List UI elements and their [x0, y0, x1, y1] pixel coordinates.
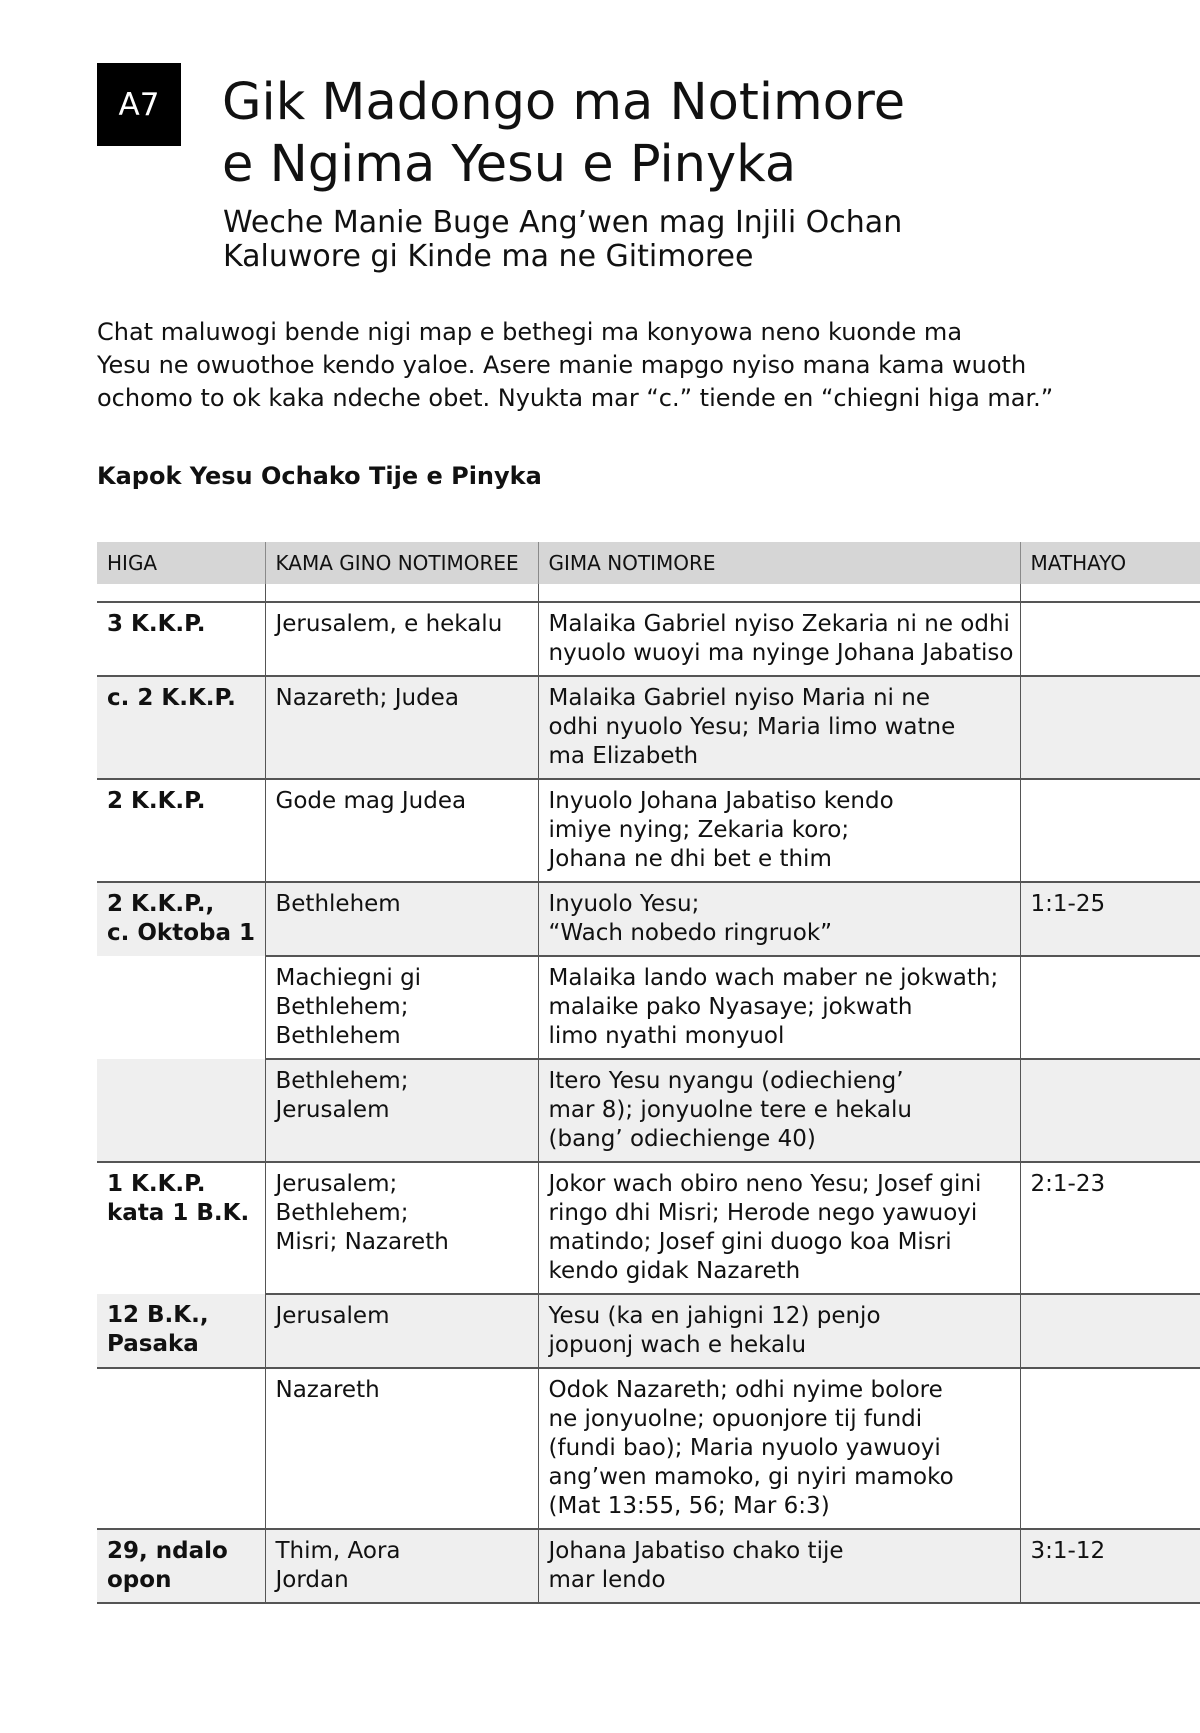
- date-cell: [97, 779, 265, 882]
- cell-line: kata 1 B.K.: [107, 1200, 250, 1226]
- cell-line: Itero Yesu nyangu (odiechieng’: [548, 1068, 904, 1094]
- table-header-row: [97, 542, 1200, 584]
- cell-line: Bethlehem: [275, 891, 401, 917]
- cell-line: ang’wen mamoko, gi nyiri mamoko: [548, 1464, 954, 1490]
- place-cell: [265, 1368, 538, 1529]
- reference-cell: [1020, 1368, 1200, 1529]
- cell-line: kendo gidak Nazareth: [548, 1258, 801, 1284]
- table-row: [97, 1059, 1200, 1162]
- cell-line: imiye nying; Zekaria koro;: [548, 817, 850, 843]
- event-cell: [538, 1294, 1020, 1368]
- intro-line: Chat maluwogi bende nigi map e bethegi ma konyowa neno kuonde ma: [97, 318, 963, 346]
- date-cell: [97, 1162, 265, 1294]
- table-row: [97, 602, 1200, 676]
- cell-line: Bethlehem;: [275, 994, 409, 1020]
- cell-line: (bang’ odiechienge 40): [548, 1126, 816, 1152]
- cell-line: Johana ne dhi bet e thim: [548, 846, 832, 872]
- cell-line: Bethlehem;: [275, 1068, 409, 1094]
- date-cell: [97, 1368, 265, 1529]
- cell-line: 12 B.K.,: [107, 1302, 209, 1328]
- cell-line: (fundi bao); Maria nyuolo yawuoyi: [548, 1435, 941, 1461]
- cell-line: Bethlehem;: [275, 1200, 409, 1226]
- date-cell: [97, 956, 265, 1059]
- spacer-cell: [265, 584, 538, 602]
- cell-line: jopuonj wach e hekalu: [548, 1332, 807, 1358]
- spacer-cell: [97, 584, 265, 602]
- table-row: [97, 1294, 1200, 1368]
- cell-line: 2 K.K.P.,: [107, 891, 215, 917]
- table-row: [97, 1529, 1200, 1603]
- table-row: [97, 882, 1200, 956]
- column-header-matthew: MATHAYO: [1020, 542, 1200, 584]
- reference-cell: [1020, 956, 1200, 1059]
- event-cell: [538, 1162, 1020, 1294]
- event-cell: [538, 602, 1020, 676]
- event-cell: [538, 1529, 1020, 1603]
- cell-line: malaike pako Nyasaye; jokwath: [548, 994, 913, 1020]
- event-cell: [538, 882, 1020, 956]
- place-cell: [265, 1529, 538, 1603]
- event-cell: [538, 1368, 1020, 1529]
- event-cell: [538, 676, 1020, 779]
- reference-cell: 2:1-23: [1020, 1162, 1200, 1294]
- cell-line: Inyuolo Johana Jabatiso kendo: [548, 788, 894, 814]
- cell-line: Machiegni gi: [275, 965, 422, 991]
- cell-line: mar lendo: [548, 1567, 666, 1593]
- cell-line: Inyuolo Yesu;: [548, 891, 700, 917]
- column-header-event: GIMA NOTIMORE: [538, 542, 1020, 584]
- cell-line: Yesu (ka en jahigni 12) penjo: [548, 1303, 881, 1329]
- date-cell: [97, 602, 265, 676]
- table-body: [97, 584, 1200, 1603]
- table-row: [97, 676, 1200, 779]
- cell-line: 2 K.K.P.: [107, 788, 206, 814]
- date-cell: [97, 1059, 265, 1162]
- cell-line: Nazareth: [275, 1377, 380, 1403]
- cell-line: 29, ndalo: [107, 1538, 228, 1564]
- cell-line: Jerusalem: [275, 1303, 390, 1329]
- date-cell: [97, 676, 265, 779]
- cell-line: limo nyathi monyuol: [548, 1023, 785, 1049]
- section-badge: A7: [97, 63, 181, 146]
- cell-line: Pasaka: [107, 1331, 199, 1357]
- cell-line: ringo dhi Misri; Herode nego yawuoyi: [548, 1200, 978, 1226]
- cell-line: Odok Nazareth; odhi nyime bolore: [548, 1377, 943, 1403]
- cell-line: (Mat 13:55, 56; Mar 6:3): [548, 1493, 830, 1519]
- date-cell: [97, 882, 265, 956]
- cell-line: Bethlehem: [275, 1023, 401, 1049]
- cell-line: Johana Jabatiso chako tije: [548, 1538, 844, 1564]
- cell-line: Malaika Gabriel nyiso Zekaria ni ne odhi: [548, 611, 1010, 637]
- table-row: [97, 1368, 1200, 1529]
- title-line: e Ngima Yesu e Pinyka: [222, 135, 797, 194]
- date-cell: [97, 1294, 265, 1368]
- page-subtitle: [223, 206, 902, 274]
- cell-line: “Wach nobedo ringruok”: [548, 920, 833, 946]
- cell-line: Nazareth; Judea: [275, 685, 459, 711]
- title-line: Gik Madongo ma Notimore: [222, 73, 906, 132]
- events-table: [97, 542, 1200, 1604]
- table-row: [97, 956, 1200, 1059]
- cell-line: Jerusalem, e hekalu: [275, 611, 503, 637]
- intro-line: ochomo to ok kaka ndeche obet. Nyukta mar “c.” tiende en “chiegni higa mar.”: [97, 384, 1054, 412]
- column-header-place: KAMA GINO NOTIMOREE: [265, 542, 538, 584]
- place-cell: [265, 1162, 538, 1294]
- event-cell: [538, 956, 1020, 1059]
- place-cell: [265, 882, 538, 956]
- cell-line: Gode mag Judea: [275, 788, 467, 814]
- cell-line: ma Elizabeth: [548, 743, 699, 769]
- intro-paragraph: [97, 316, 1107, 415]
- cell-line: matindo; Josef gini duogo koa Misri: [548, 1229, 952, 1255]
- cell-line: Misri; Nazareth: [275, 1229, 449, 1255]
- cell-line: Jokor wach obiro neno Yesu; Josef gini: [548, 1171, 982, 1197]
- place-cell: [265, 1294, 538, 1368]
- subtitle-line: Kaluwore gi Kinde ma ne Gitimoree: [223, 239, 754, 274]
- cell-line: c. Oktoba 1: [107, 920, 256, 946]
- table-row: [97, 779, 1200, 882]
- spacer-cell: [1020, 584, 1200, 602]
- subtitle-line: Weche Manie Buge Ang’wen mag Injili Ochan: [223, 205, 903, 240]
- column-header-year: HIGA: [97, 542, 265, 584]
- page-title: [222, 72, 905, 196]
- cell-line: c. 2 K.K.P.: [107, 685, 236, 711]
- cell-line: opon: [107, 1567, 172, 1593]
- date-cell: [97, 1529, 265, 1603]
- reference-cell: 3:1-12: [1020, 1529, 1200, 1603]
- cell-line: 1 K.K.P.: [107, 1171, 206, 1197]
- place-cell: [265, 956, 538, 1059]
- place-cell: [265, 1059, 538, 1162]
- reference-cell: [1020, 602, 1200, 676]
- cell-line: Jerusalem;: [275, 1171, 398, 1197]
- place-cell: [265, 676, 538, 779]
- intro-line: Yesu ne owuothoe kendo yaloe. Asere manie mapgo nyiso mana kama wuoth: [97, 351, 1027, 379]
- cell-line: Jordan: [275, 1567, 349, 1593]
- cell-line: odhi nyuolo Yesu; Maria limo watne: [548, 714, 956, 740]
- place-cell: [265, 602, 538, 676]
- event-cell: [538, 779, 1020, 882]
- reference-cell: [1020, 1059, 1200, 1162]
- reference-cell: 1:1-25: [1020, 882, 1200, 956]
- reference-cell: [1020, 676, 1200, 779]
- cell-line: mar 8); jonyuolne tere e hekalu: [548, 1097, 912, 1123]
- reference-cell: [1020, 779, 1200, 882]
- cell-line: nyuolo wuoyi ma nyinge Johana Jabatiso: [548, 640, 1014, 666]
- table-row: [97, 1162, 1200, 1294]
- header-spacer-row: [97, 584, 1200, 602]
- cell-line: 3 K.K.P.: [107, 611, 206, 637]
- event-cell: [538, 1059, 1020, 1162]
- cell-line: Malaika Gabriel nyiso Maria ni ne: [548, 685, 930, 711]
- reference-cell: [1020, 1294, 1200, 1368]
- section-heading: Kapok Yesu Ochako Tije e Pinyka: [97, 462, 542, 490]
- place-cell: [265, 779, 538, 882]
- cell-line: Thim, Aora: [275, 1538, 401, 1564]
- cell-line: ne jonyuolne; opuonjore tij fundi: [548, 1406, 923, 1432]
- spacer-cell: [538, 584, 1020, 602]
- cell-line: Jerusalem: [275, 1097, 390, 1123]
- cell-line: Malaika lando wach maber ne jokwath;: [548, 965, 999, 991]
